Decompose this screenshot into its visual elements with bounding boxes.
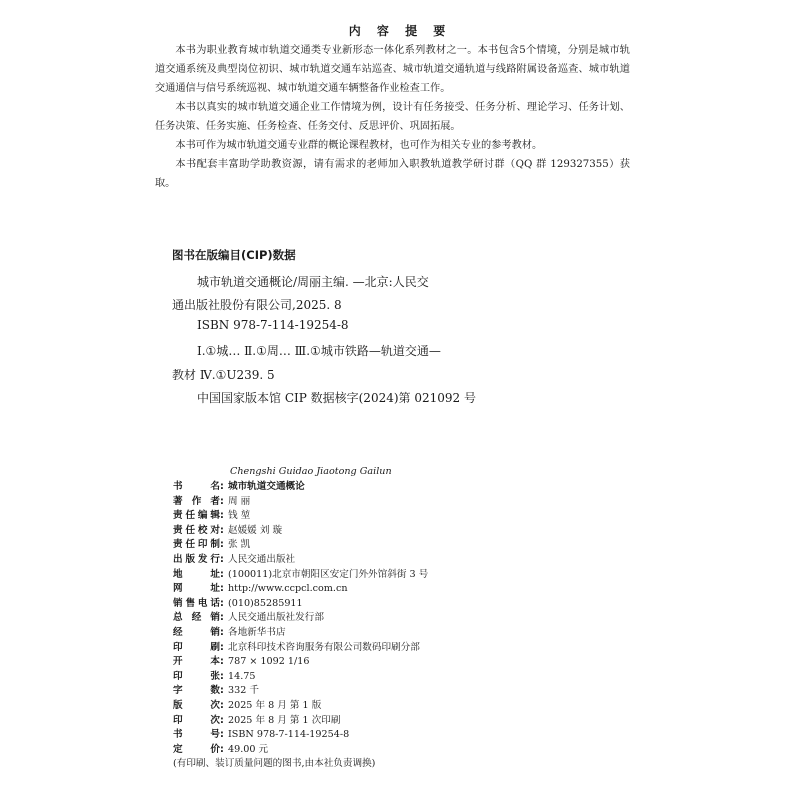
colophon-row-isbn: 书号 : ISBN 978-7-114-19254-8 — [173, 728, 428, 743]
colophon-label: 字数 — [173, 685, 220, 697]
colophon-row-printer: 印刷 : 北京科印技术咨询服务有限公司数码印刷分部 — [173, 641, 428, 656]
colophon-row-distributor: 经销 : 各地新华书店 — [173, 626, 428, 641]
summary-paragraph-3: 本书可作为城市轨道交通专业群的概论课程教材，也可作为相关专业的参考教材。 — [175, 140, 543, 151]
colophon-row-edition: 版次 : 2025 年 8 月 第 1 版 — [173, 699, 428, 714]
colophon-value: 周 丽 — [228, 495, 251, 507]
colophon-value: 张 凯 — [228, 539, 251, 551]
colophon-label: 印刷 — [173, 641, 220, 653]
colophon-label: 印张 — [173, 670, 220, 682]
cip-line-2: 通出版社股份有限公司,2025. 8 — [172, 298, 342, 312]
colophon-value: 787 × 1092 1/16 — [228, 656, 310, 668]
colophon-label: 印次 — [173, 714, 220, 726]
summary-title: 内 容 提 要 — [348, 24, 452, 38]
colophon-label: 著作者 — [173, 495, 220, 507]
colophon-value: 2025 年 8 月 第 1 次印刷 — [228, 714, 341, 726]
colophon-row-website: 网址 : http://www.ccpcl.com.cn — [173, 582, 428, 597]
colophon-label: 书名 — [173, 481, 220, 492]
colophon-value: ISBN 978-7-114-19254-8 — [228, 729, 350, 741]
colophon-row-word-count: 字数 : 332 千 — [173, 684, 428, 699]
colophon-value: 14.75 — [228, 670, 256, 682]
colophon-label: 地址 — [173, 568, 220, 580]
colophon-row-title: 书名 : 城市轨道交通概论 — [173, 480, 428, 495]
colophon-value: (010)85285911 — [228, 597, 303, 609]
colophon-value: 城市轨道交通概论 — [228, 481, 305, 492]
colophon-value: 332 千 — [228, 685, 259, 697]
cip-line-3: ISBN 978-7-114-19254-8 — [197, 318, 349, 332]
cip-line-5: 教材 Ⅳ.①U239. 5 — [172, 368, 275, 382]
summary-paragraph-4: 本书配套丰富助学助教资源，请有需求的老师加入职教轨道教学研讨群（QQ 群 129327355）获取。 — [155, 159, 630, 189]
cip-heading: 图书在版编目(CIP)数据 — [172, 248, 296, 262]
colophon-label: 责任印制 — [173, 539, 220, 551]
colophon-row-publisher: 出版发行 : 人民交通出版社 — [173, 553, 428, 568]
colophon-value: (100011)北京市朝阳区安定门外外馆斜街 3 号 — [228, 568, 429, 580]
colophon-row-proofreader: 责任校对 : 赵媛媛 刘 璇 — [173, 524, 428, 539]
colophon-label: 网址 — [173, 583, 220, 595]
colophon-label: 版次 — [173, 699, 220, 711]
colophon-value: 49.00 元 — [228, 743, 269, 755]
colophon-row-general-distributor: 总经销 : 人民交通出版社发行部 — [173, 611, 428, 626]
colophon-value: 各地新华书店 — [228, 626, 286, 638]
colophon-value: 钱 堃 — [228, 510, 251, 522]
colophon-row-sheets: 印张 : 14.75 — [173, 670, 428, 685]
colophon-row-address: 地址 : (100011)北京市朝阳区安定门外外馆斜街 3 号 — [173, 568, 428, 583]
colophon-label: 总经销 — [173, 612, 220, 624]
colophon-label: 责任校对 — [173, 524, 220, 536]
colophon-value: 人民交通出版社发行部 — [228, 612, 324, 624]
summary-paragraph-2: 本书以真实的城市轨道交通企业工作情境为例，设计有任务接受、任务分析、理论学习、任务计划、任务决策、任务实施、任务检查、任务交付、反思评价、巩固拓展。 — [155, 102, 630, 132]
colophon-value: http://www.ccpcl.com.cn — [228, 583, 348, 595]
colophon-label: 责任编辑 — [173, 510, 220, 522]
colophon-row-printing-supervisor: 责任印制 : 张 凯 — [173, 538, 428, 553]
colophon-value: 人民交通出版社 — [228, 553, 296, 565]
colophon-note: (有印刷、装订质量问题的图书,由本社负责调换) — [173, 758, 376, 770]
colophon-label: 开本 — [173, 656, 220, 668]
colophon-row-format: 开本 : 787 × 1092 1/16 — [173, 655, 428, 670]
colophon-value: 2025 年 8 月 第 1 版 — [228, 699, 322, 711]
cip-line-6: 中国国家版本馆 CIP 数据核字(2024)第 021092 号 — [197, 391, 476, 405]
colophon-row-sales-phone: 销售电话 : (010)85285911 — [173, 597, 428, 612]
book-title-pinyin: Chengshi Guidao Jiaotong Gailun — [230, 466, 392, 477]
colophon-value: 赵媛媛 刘 璇 — [228, 524, 283, 536]
cip-line-1: 城市轨道交通概论/周丽主编. —北京:人民交 — [197, 275, 429, 289]
colophon-list — [173, 480, 428, 772]
colophon-row-author: 著作者 : 周 丽 — [173, 495, 428, 510]
colophon-row-editor: 责任编辑 : 钱 堃 — [173, 509, 428, 524]
colophon-row-price: 定价 : 49.00 元 — [173, 743, 428, 758]
colophon-label: 书号 — [173, 729, 220, 741]
colophon-row-impression: 印次 : 2025 年 8 月 第 1 次印刷 — [173, 714, 428, 729]
colophon-value: 北京科印技术咨询服务有限公司数码印刷分部 — [228, 641, 420, 653]
colophon-label: 出版发行 — [173, 553, 220, 565]
cip-line-4: Ⅰ.①城… Ⅱ.①周… Ⅲ.①城市铁路—轨道交通— — [197, 344, 441, 358]
colophon-label: 销售电话 — [173, 597, 220, 609]
summary-paragraph-1: 本书为职业教育城市轨道交通类专业新形态一体化系列教材之一。本书包含5个情境，分别是城市轨道交通系统及典型岗位初识、城市轨道交通车站巡查、城市轨道交通轨道与线路附属设备巡查、城市轨道交通通信与信号系统巡视、城市轨道交通车辆整备作业检查工作。 — [155, 45, 630, 94]
colophon-label: 经销 — [173, 626, 220, 638]
colophon-label: 定价 — [173, 743, 220, 755]
